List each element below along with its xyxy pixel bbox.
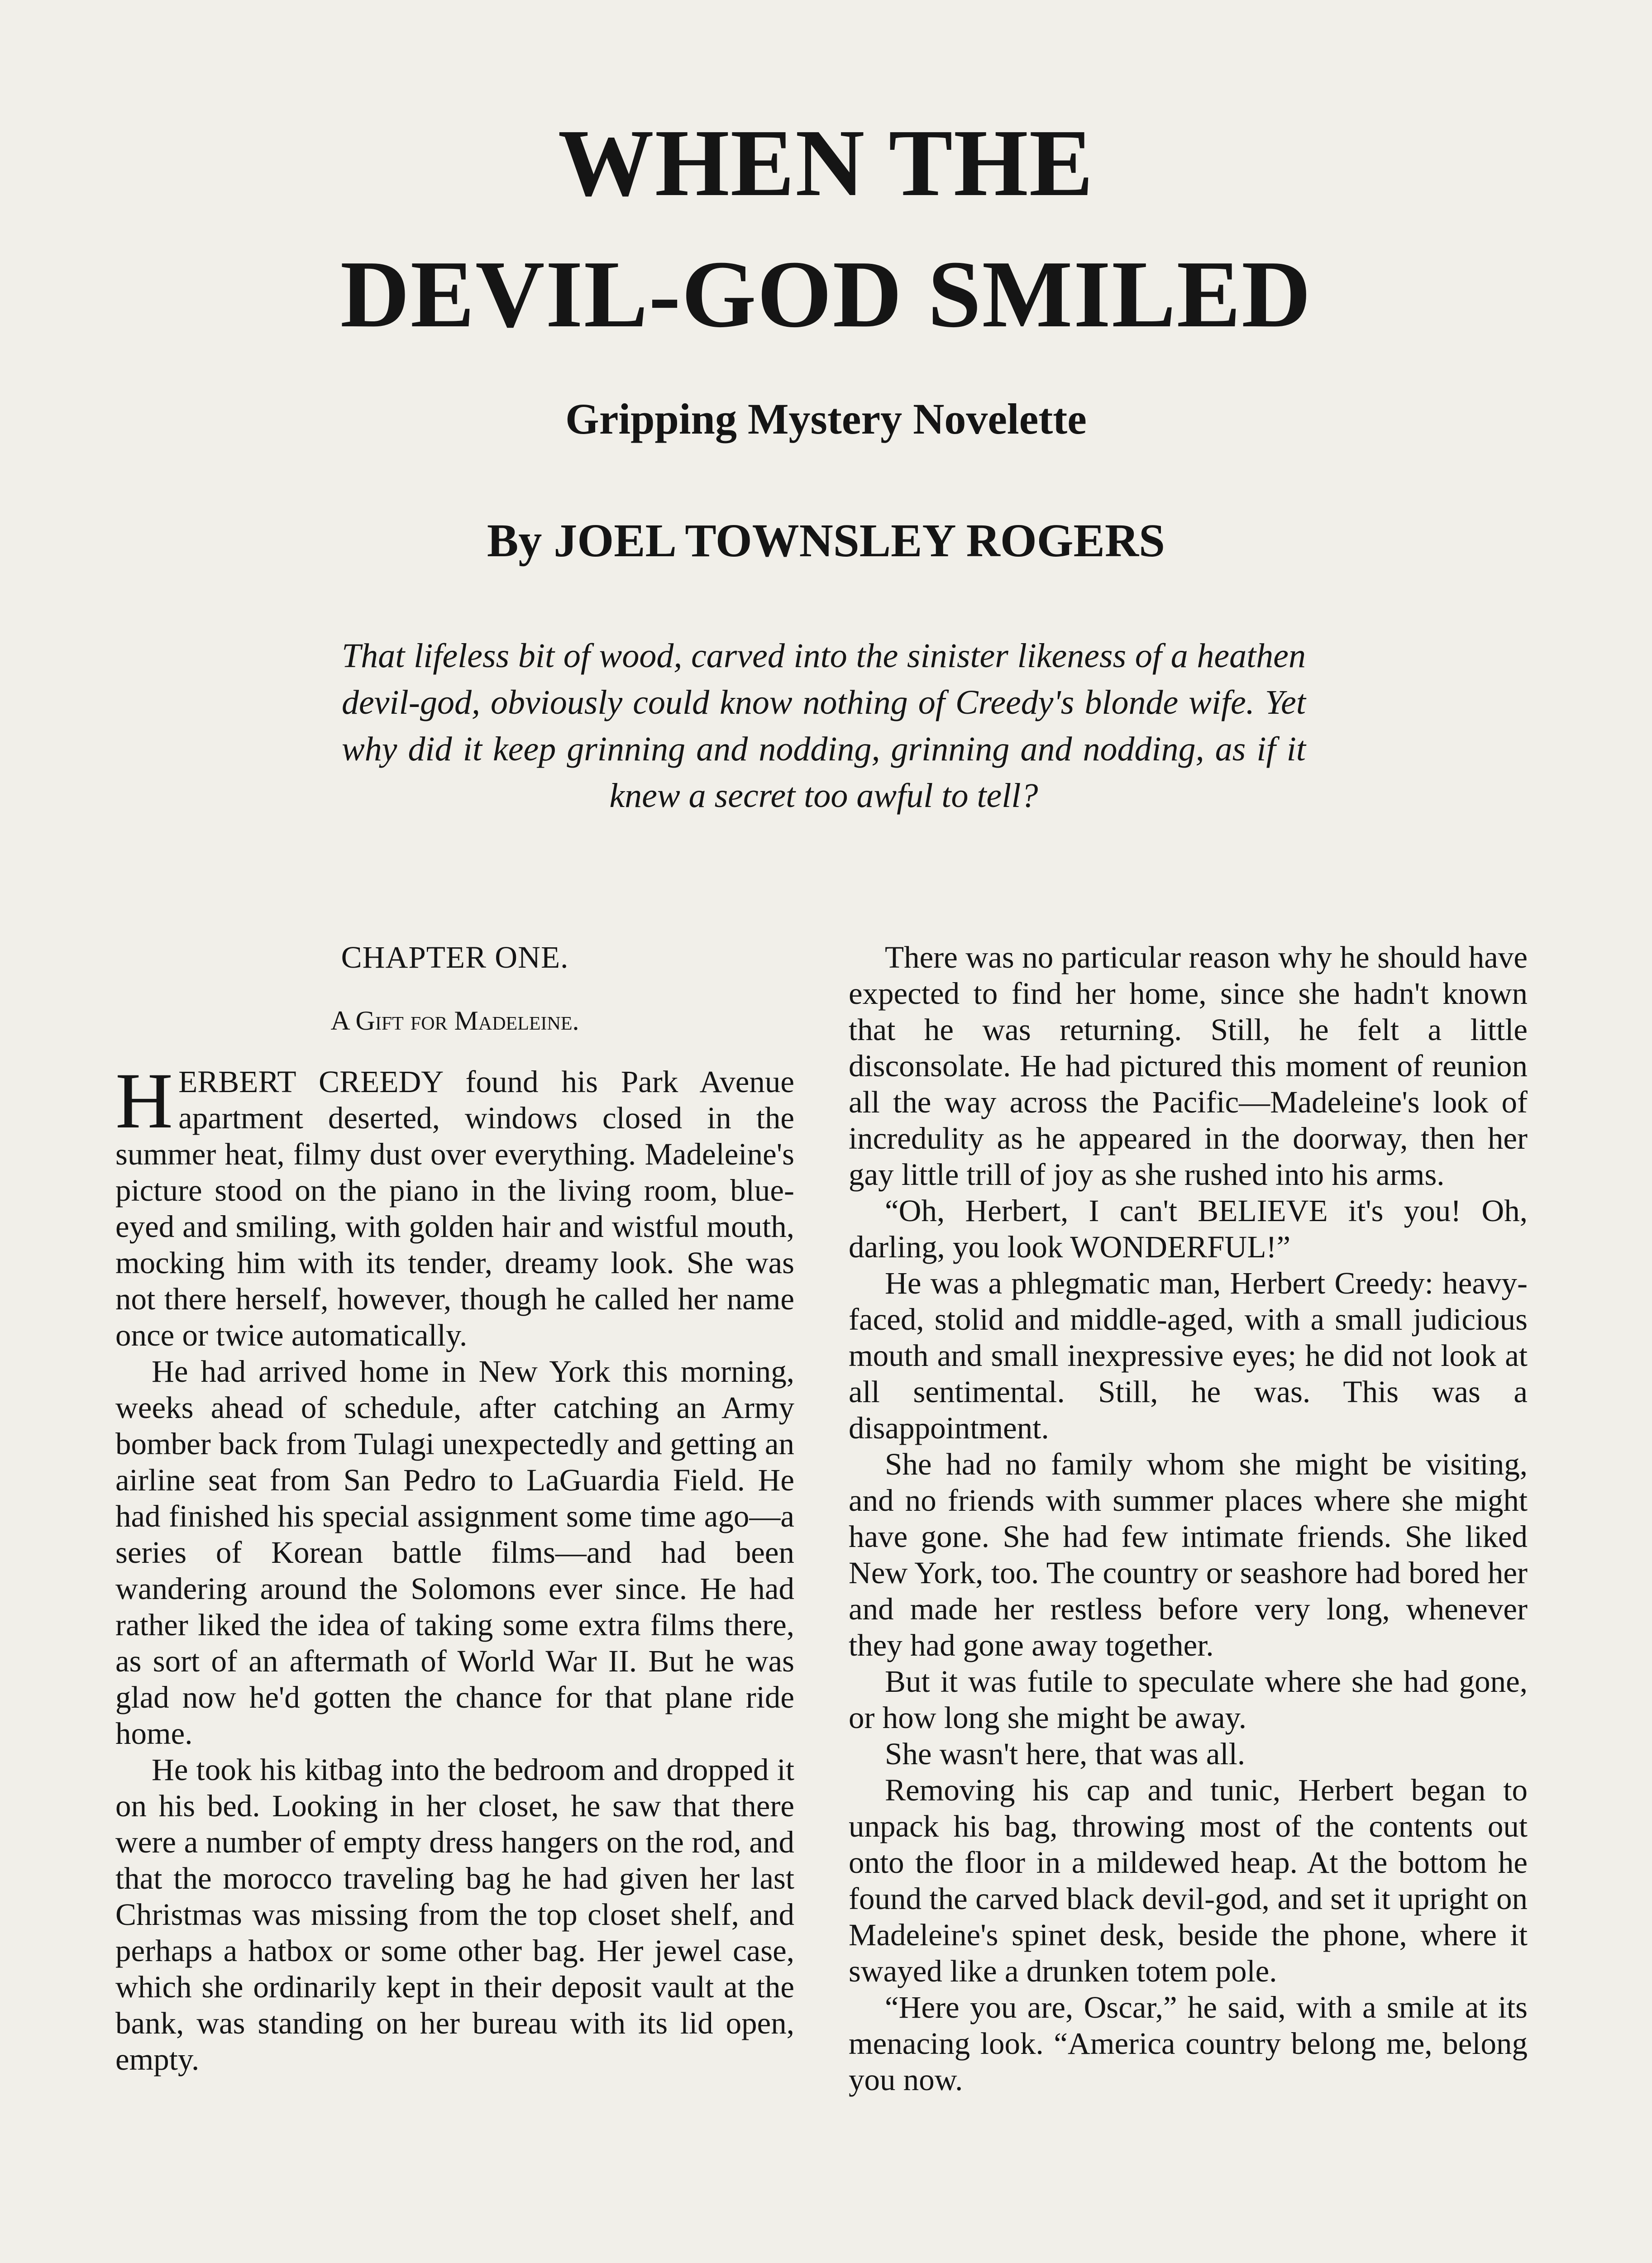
- drop-cap: H: [115, 1057, 173, 1145]
- right-paragraph-6: She wasn't here, that was all.: [885, 1737, 1246, 1771]
- right-paragraph-5: But it was futile to speculate where she had gone, or how long she might be away.: [849, 1664, 1528, 1735]
- title-line-1: WHEN THE: [558, 110, 1094, 216]
- right-paragraph-7: Removing his cap and tunic, Herbert began to unpack his bag, throwing most of the contents out onto the floor in a mildewed heap. At the bottom he found the carved black devil-god, and set it upright on Madeleine's spinet desk, beside the phone, where it swayed like a drunken totem pole.: [849, 1773, 1528, 1988]
- story-subtitle: Gripping Mystery Novelette: [565, 395, 1087, 443]
- left-paragraph-3: He took his kitbag into the bedroom and dropped it on his bed. Looking in her closet, he saw that there were a number of empty dress hangers on the rod, and that the morocco traveling bag he had given her last Christmas was missing from the top closet shelf, and perhaps a hatbox or some other bag. Her jewel case, which she ordinarily kept in their deposit vault at the bank, was standing on her bureau with its lid open, empty.: [115, 1752, 794, 2077]
- author-byline: By JOEL TOWNSLEY ROGERS: [487, 515, 1165, 567]
- chapter-subheading: A Gift for Madeleine.: [330, 1006, 579, 1036]
- chapter-heading: CHAPTER ONE.: [341, 940, 569, 974]
- story-blurb: That lifeless bit of wood, carved into the sinister likeness of a heathen devil-god, obviously could know nothing of Creedy's blonde wife. Yet why did it keep grinning and nodding, grinning and nodding, as if it knew a secret too awful to tell?: [342, 637, 1306, 815]
- first-paragraph: [115, 1057, 794, 1353]
- right-paragraph-1: There was no particular reason why he should have expected to find her home, since she hadn't known that he was returning. Still, he felt a little disconsolate. He had pictured this moment of reunion all the way across the Pacific—Madeleine's look of incredulity as he appeared in the doorway, then her gay little trill of joy as she rushed into his arms.: [849, 940, 1528, 1192]
- story-title: [0, 97, 1652, 360]
- first-paragraph-text: ERBERT CREEDY found his Park Avenue apartment deserted, windows closed in the summer heat, filmy dust over everything. Madeleine's picture stood on the piano in the living room, blue-eyed and smiling, with golden hair and wistful mouth, mocking him with its tender, dreamy look. She was not there herself, however, though he called her name once or twice automatically.: [115, 1065, 794, 1352]
- left-paragraph-2: He had arrived home in New York this morning, weeks ahead of schedule, after catching an Army bomber back from Tulagi unexpectedly and getting an airline seat from San Pedro to LaGuardia Field. He had finished his special assignment some time ago—a series of Korean battle films—and had been wandering around the Solomons ever since. He had rather liked the idea of taking some extra films there, as sort of an aftermath of World War II. But he was glad now he'd gotten the chance for that plane ride home.: [115, 1354, 794, 1751]
- right-paragraph-3: He was a phlegmatic man, Herbert Creedy: heavy-faced, stolid and middle-aged, with a small judicious mouth and small inexpressive eyes; he did not look at all sentimental. Still, he was. This was a disappointment.: [849, 1266, 1528, 1445]
- right-paragraph-8: “Here you are, Oscar,” he said, with a smile at its menacing look. “America country belong me, belong you now.: [849, 1990, 1528, 2097]
- right-column: [849, 939, 1528, 2098]
- right-paragraph-2: “Oh, Herbert, I can't BELIEVE it's you! Oh, darling, you look WONDERFUL!”: [849, 1194, 1528, 1264]
- right-paragraph-4: She had no family whom she might be visiting, and no friends with summer places where she might have gone. She had few intimate friends. She liked New York, too. The country or seashore had bored her and made her restless before very long, whenever they had gone away together.: [849, 1447, 1528, 1662]
- left-column: [115, 939, 794, 2077]
- title-line-2: DEVIL-GOD SMILED: [340, 241, 1312, 347]
